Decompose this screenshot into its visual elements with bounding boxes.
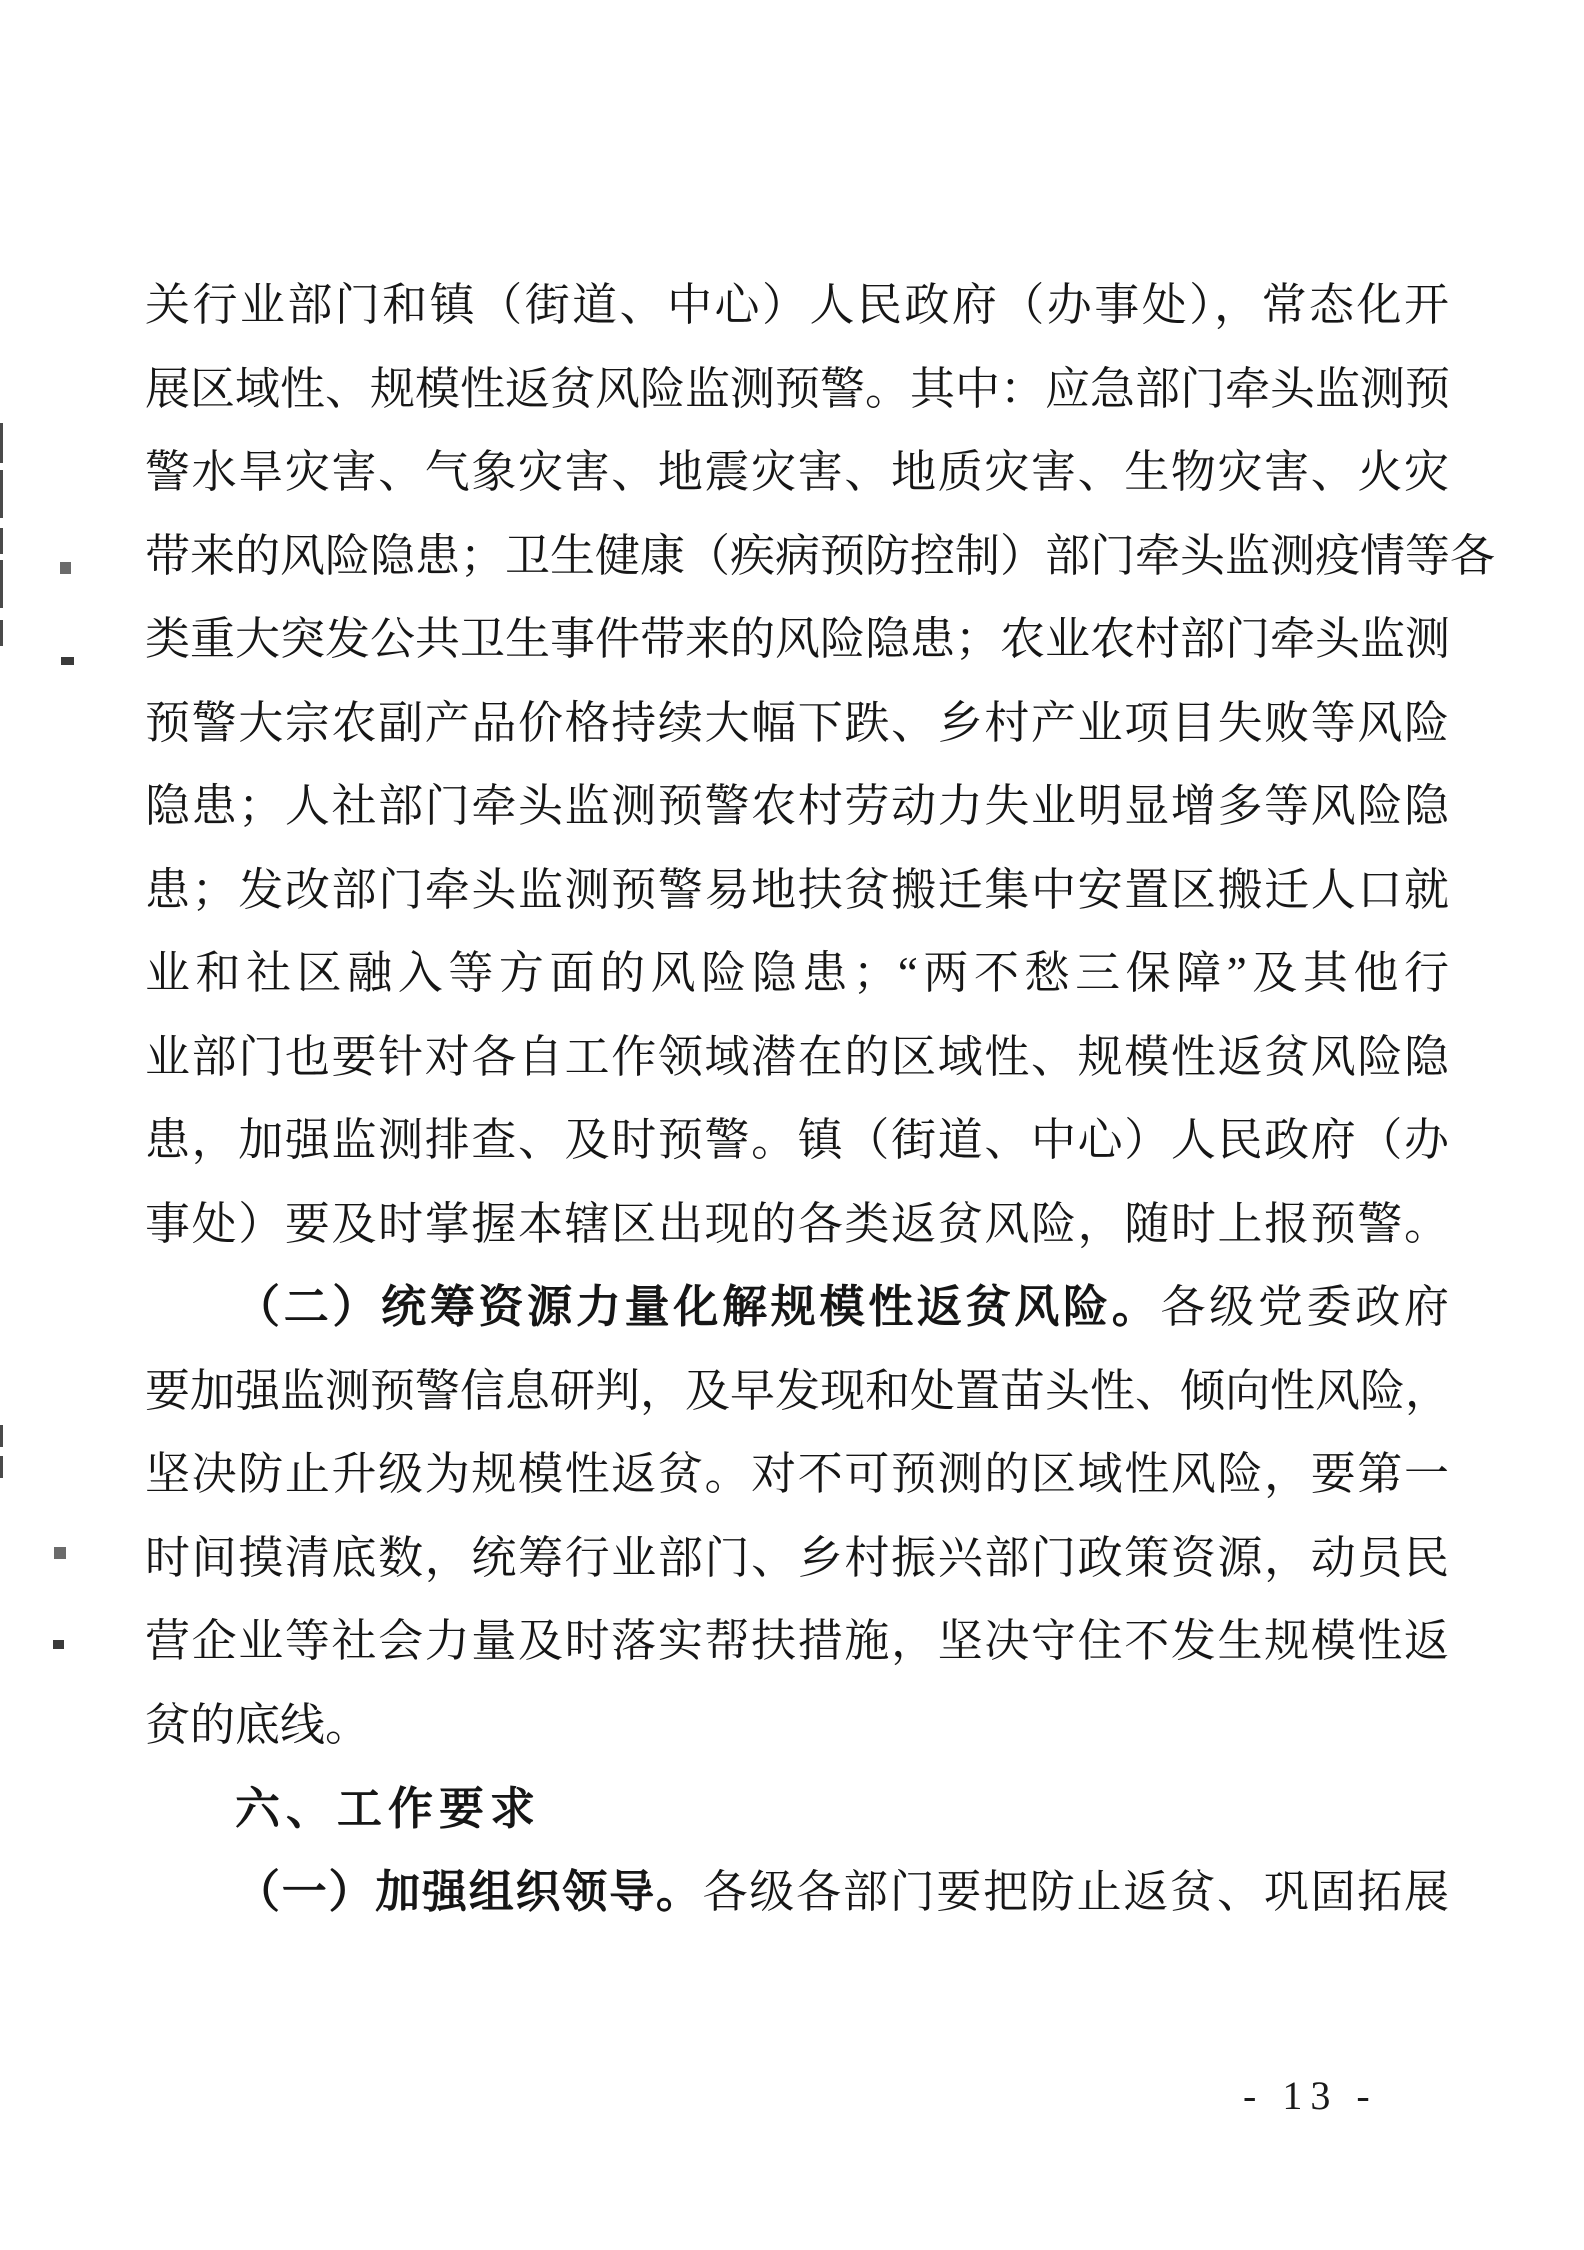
scan-artifact-speck (54, 1547, 66, 1559)
line-text: 业和社区融入等方面的风险隐患；“两不愁三保障”及其他行 (145, 948, 1449, 998)
text-line (145, 1684, 1449, 1768)
section-heading (145, 1767, 1449, 1851)
text-line (145, 682, 1449, 766)
scan-artifact-speck (61, 657, 74, 665)
line-text: 事处）要及时掌握本辖区出现的各类返贫风险，随时上报预警。 (145, 1198, 1449, 1249)
scan-edge-mark (0, 1456, 3, 1478)
line-text: 贫的底线。 (145, 1699, 371, 1750)
line-text: 隐患；人社部门牵头监测预警农村劳动力失业明显增多等风险隐 (145, 781, 1449, 831)
text-line (145, 1183, 1449, 1267)
line-text: 带来的风险隐患；卫生健康（疾病预防控制）部门牵头监测疫情等各 (145, 530, 1496, 581)
paragraph-start-line (145, 1266, 1449, 1350)
scan-edge-mark (0, 528, 3, 554)
text-line (145, 932, 1449, 1016)
line-text: 警水旱灾害、气象灾害、地震灾害、地质灾害、生物灾害、火灾 (145, 447, 1449, 497)
scan-edge-mark (0, 470, 3, 518)
line-text: 展区域性、规模性返贫风险监测预警。其中：应急部门牵头监测预 (145, 363, 1451, 414)
line-text: 各级各部门要把防止返贫、巩固拓展 (702, 1866, 1449, 1917)
line-text: 时间摸清底数，统筹行业部门、乡村振兴部门政策资源，动员民 (145, 1532, 1449, 1583)
text-line (145, 515, 1496, 599)
text-line (145, 598, 1449, 682)
line-text: 类重大突发公共卫生事件带来的风险隐患；农业农村部门牵头监测 (145, 614, 1451, 664)
line-text: 预警大宗农副产品价格持续大幅下跌、乡村产业项目失败等风险 (145, 697, 1449, 748)
text-line (145, 1350, 1449, 1434)
line-text: 坚决防止升级为规模性返贫。对不可预测的区域性风险，要第一 (145, 1449, 1449, 1499)
text-line (145, 849, 1449, 933)
line-text: 业部门也要针对各自工作领域潜在的区域性、规模性返贫风险隐 (145, 1031, 1449, 1082)
text-line (145, 1099, 1449, 1183)
line-text: 各级党委政府 (1160, 1282, 1449, 1332)
text-line (145, 1016, 1449, 1100)
scan-edge-mark (0, 620, 3, 646)
text-line (145, 1433, 1449, 1517)
scan-artifact-speck (60, 562, 71, 574)
text-line (145, 348, 1449, 432)
bold-lead-text: （二）统筹资源力量化解规模性返贫风险。 (235, 1282, 1161, 1332)
scan-edge-mark (0, 560, 3, 608)
scan-edge-mark (0, 423, 3, 463)
scan-artifact-speck (53, 1640, 64, 1649)
paragraph-start-line (145, 1851, 1449, 1935)
text-line (145, 431, 1449, 515)
document-text-block (145, 264, 1496, 1934)
text-line (145, 1517, 1449, 1601)
text-line (145, 264, 1449, 348)
line-text: 要加强监测预警信息研判，及早发现和处置苗头性、倾向性风险， (145, 1365, 1451, 1416)
text-line (145, 1600, 1449, 1684)
scan-edge-mark (0, 1425, 3, 1447)
bold-lead-text: （一）加强组织领导。 (235, 1866, 703, 1917)
line-text: 关行业部门和镇（街道、中心）人民政府（办事处），常态化开 (145, 280, 1449, 330)
line-text: 患，加强监测排查、及时预警。镇（街道、中心）人民政府（办 (145, 1115, 1449, 1165)
page-number: - 13 - (1243, 2073, 1378, 2118)
line-text: 患；发改部门牵头监测预警易地扶贫搬迁集中安置区搬迁人口就 (145, 864, 1449, 915)
section-heading-text: 六、工作要求 (235, 1783, 542, 1834)
line-text: 营企业等社会力量及时落实帮扶措施，坚决守住不发生规模性返 (145, 1616, 1449, 1666)
text-line (145, 765, 1449, 849)
